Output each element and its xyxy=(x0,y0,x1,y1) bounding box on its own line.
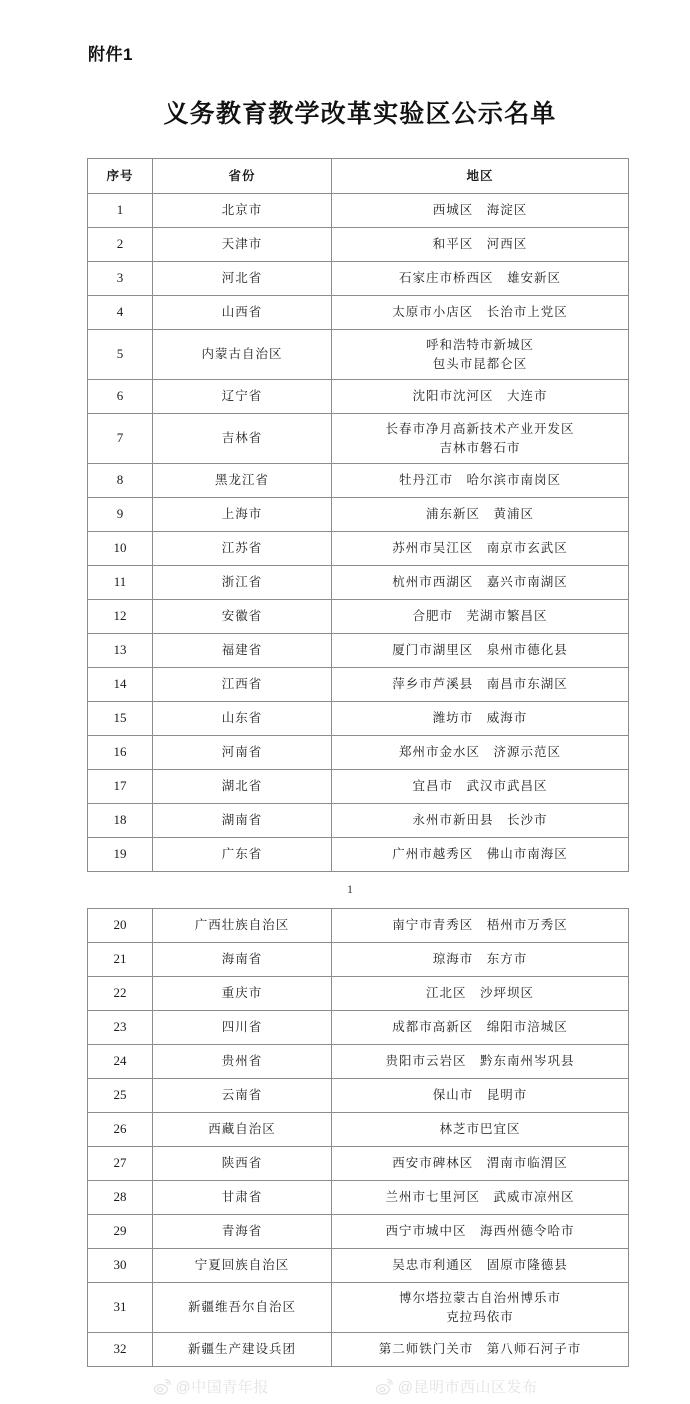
table-row xyxy=(88,1079,629,1113)
table-row xyxy=(88,1147,629,1181)
table-body-upper xyxy=(88,194,629,872)
table-row xyxy=(88,194,629,228)
table-row xyxy=(88,770,629,804)
region-line: 兰州市七里河区 武威市凉州区 xyxy=(385,1190,575,1205)
cell-province: 广东省 xyxy=(153,838,332,872)
cell-region xyxy=(332,770,629,804)
cell-index: 17 xyxy=(88,770,153,804)
cell-index: 24 xyxy=(88,1045,153,1079)
cell-index: 13 xyxy=(88,634,153,668)
watermark-left-text: @中国青年报 xyxy=(175,1378,269,1396)
cell-province: 湖北省 xyxy=(153,770,332,804)
region-line: 厦门市湖里区 泉州市德化县 xyxy=(392,643,568,658)
cell-region xyxy=(332,977,629,1011)
region-line: 广州市越秀区 佛山市南海区 xyxy=(392,847,568,862)
cell-region xyxy=(332,1283,629,1333)
cell-province: 湖南省 xyxy=(153,804,332,838)
region-line: 吉林市磐石市 xyxy=(439,440,521,455)
region-line: 和平区 河西区 xyxy=(432,237,528,252)
cell-index: 19 xyxy=(88,838,153,872)
cell-region xyxy=(332,228,629,262)
cell-region xyxy=(332,1079,629,1113)
column-header-region: 地区 xyxy=(332,159,629,194)
cell-province: 浙江省 xyxy=(153,566,332,600)
region-line: 保山市 昆明市 xyxy=(432,1088,528,1103)
cell-province: 贵州省 xyxy=(153,1045,332,1079)
attachment-label: 附件1 xyxy=(88,45,133,64)
cell-index: 12 xyxy=(88,600,153,634)
region-line: 永州市新田县 长沙市 xyxy=(412,813,548,828)
list-table-block-lower xyxy=(87,908,628,1367)
cell-region xyxy=(332,634,629,668)
cell-province: 天津市 xyxy=(153,228,332,262)
column-header-no: 序号 xyxy=(88,159,153,194)
cell-region xyxy=(332,414,629,464)
cell-index: 5 xyxy=(88,330,153,380)
cell-index: 30 xyxy=(88,1249,153,1283)
table-row xyxy=(88,380,629,414)
region-line: 南宁市青秀区 梧州市万秀区 xyxy=(392,918,568,933)
table-row xyxy=(88,634,629,668)
region-line: 林芝市巴宜区 xyxy=(439,1122,521,1137)
cell-index: 9 xyxy=(88,498,153,532)
cell-region xyxy=(332,1215,629,1249)
table-row xyxy=(88,1011,629,1045)
cell-index: 2 xyxy=(88,228,153,262)
cell-region xyxy=(332,600,629,634)
table-row xyxy=(88,804,629,838)
cell-province: 福建省 xyxy=(153,634,332,668)
cell-province: 广西壮族自治区 xyxy=(153,909,332,943)
cell-province: 青海省 xyxy=(153,1215,332,1249)
table-row xyxy=(88,1333,629,1367)
cell-region xyxy=(332,296,629,330)
cell-region xyxy=(332,262,629,296)
region-line: 西安市碑林区 渭南市临渭区 xyxy=(392,1156,568,1171)
cell-province: 内蒙古自治区 xyxy=(153,330,332,380)
cell-province: 北京市 xyxy=(153,194,332,228)
region-line: 克拉玛依市 xyxy=(446,1309,514,1324)
column-header-province: 省份 xyxy=(153,159,332,194)
cell-region xyxy=(332,909,629,943)
cell-region xyxy=(332,194,629,228)
cell-province: 海南省 xyxy=(153,943,332,977)
region-line: 杭州市西湖区 嘉兴市南湖区 xyxy=(392,575,568,590)
region-line: 江北区 沙坪坝区 xyxy=(425,986,534,1001)
cell-index: 1 xyxy=(88,194,153,228)
cell-province: 江苏省 xyxy=(153,532,332,566)
cell-region xyxy=(332,1181,629,1215)
table-row xyxy=(88,464,629,498)
cell-province: 云南省 xyxy=(153,1079,332,1113)
region-line: 牡丹江市 哈尔滨市南岗区 xyxy=(398,473,561,488)
table-row xyxy=(88,1283,629,1333)
weibo-icon xyxy=(153,1377,172,1396)
cell-index: 21 xyxy=(88,943,153,977)
cell-province: 山西省 xyxy=(153,296,332,330)
cell-index: 14 xyxy=(88,668,153,702)
weibo-icon xyxy=(375,1377,394,1396)
table-row xyxy=(88,1045,629,1079)
cell-region xyxy=(332,1011,629,1045)
region-line: 西城区 海淀区 xyxy=(432,203,528,218)
table-row xyxy=(88,1215,629,1249)
cell-index: 29 xyxy=(88,1215,153,1249)
cell-index: 28 xyxy=(88,1181,153,1215)
region-line: 琼海市 东方市 xyxy=(432,952,528,967)
table-row xyxy=(88,600,629,634)
table-row xyxy=(88,532,629,566)
table-header-row xyxy=(88,159,629,194)
cell-province: 甘肃省 xyxy=(153,1181,332,1215)
watermark-row xyxy=(0,1371,690,1401)
cell-index: 27 xyxy=(88,1147,153,1181)
page-number: 1 xyxy=(347,882,353,896)
cell-province: 河北省 xyxy=(153,262,332,296)
cell-province: 宁夏回族自治区 xyxy=(153,1249,332,1283)
region-line: 潍坊市 威海市 xyxy=(432,711,528,726)
page-title: 义务教育教学改革实验区公示名单 xyxy=(163,100,557,128)
experimental-zone-table-upper xyxy=(87,158,629,872)
table-row xyxy=(88,943,629,977)
table-body-lower xyxy=(88,909,629,1367)
table-header xyxy=(88,159,629,194)
cell-region xyxy=(332,1045,629,1079)
experimental-zone-table-lower xyxy=(87,908,629,1367)
region-line: 石家庄市桥西区 雄安新区 xyxy=(398,271,561,286)
region-line: 西宁市城中区 海西州德令哈市 xyxy=(385,1224,575,1239)
cell-province: 陕西省 xyxy=(153,1147,332,1181)
table-row xyxy=(88,1113,629,1147)
cell-index: 10 xyxy=(88,532,153,566)
cell-index: 4 xyxy=(88,296,153,330)
cell-region xyxy=(332,943,629,977)
cell-index: 26 xyxy=(88,1113,153,1147)
region-line: 宜昌市 武汉市武昌区 xyxy=(412,779,548,794)
cell-province: 辽宁省 xyxy=(153,380,332,414)
table-row xyxy=(88,228,629,262)
cell-region xyxy=(332,668,629,702)
region-line: 成都市高新区 绵阳市涪城区 xyxy=(392,1020,568,1035)
region-line: 太原市小店区 长治市上党区 xyxy=(392,305,568,320)
list-table-block-upper xyxy=(87,158,628,872)
region-line: 包头市昆都仑区 xyxy=(432,356,528,371)
watermark-right-text: @昆明市西山区发布 xyxy=(397,1378,538,1396)
cell-index: 11 xyxy=(88,566,153,600)
table-row xyxy=(88,330,629,380)
cell-province: 新疆维吾尔自治区 xyxy=(153,1283,332,1333)
cell-region xyxy=(332,1333,629,1367)
cell-region xyxy=(332,498,629,532)
region-line: 萍乡市芦溪县 南昌市东湖区 xyxy=(392,677,568,692)
cell-index: 6 xyxy=(88,380,153,414)
cell-index: 15 xyxy=(88,702,153,736)
cell-province: 江西省 xyxy=(153,668,332,702)
table-row xyxy=(88,414,629,464)
region-line: 第二师铁门关市 第八师石河子市 xyxy=(378,1342,582,1357)
table-row xyxy=(88,838,629,872)
cell-index: 32 xyxy=(88,1333,153,1367)
table-row xyxy=(88,498,629,532)
cell-index: 23 xyxy=(88,1011,153,1045)
cell-province: 安徽省 xyxy=(153,600,332,634)
cell-province: 上海市 xyxy=(153,498,332,532)
region-line: 长春市净月高新技术产业开发区 xyxy=(385,422,575,437)
table-row xyxy=(88,296,629,330)
cell-province: 重庆市 xyxy=(153,977,332,1011)
cell-index: 18 xyxy=(88,804,153,838)
cell-region xyxy=(332,532,629,566)
region-line: 浦东新区 黄浦区 xyxy=(425,507,534,522)
region-line: 博尔塔拉蒙古自治州博乐市 xyxy=(398,1291,561,1306)
cell-province: 西藏自治区 xyxy=(153,1113,332,1147)
region-line: 贵阳市云岩区 黔东南州岑巩县 xyxy=(385,1054,575,1069)
table-row xyxy=(88,909,629,943)
cell-index: 16 xyxy=(88,736,153,770)
cell-index: 31 xyxy=(88,1283,153,1333)
table-row xyxy=(88,702,629,736)
cell-province: 吉林省 xyxy=(153,414,332,464)
table-row xyxy=(88,1249,629,1283)
table-row xyxy=(88,736,629,770)
cell-region xyxy=(332,736,629,770)
table-row xyxy=(88,1181,629,1215)
table-row xyxy=(88,668,629,702)
cell-region xyxy=(332,838,629,872)
cell-province: 四川省 xyxy=(153,1011,332,1045)
cell-region xyxy=(332,464,629,498)
cell-index: 20 xyxy=(88,909,153,943)
cell-region xyxy=(332,1147,629,1181)
cell-region xyxy=(332,330,629,380)
region-line: 沈阳市沈河区 大连市 xyxy=(412,389,548,404)
cell-region xyxy=(332,566,629,600)
cell-region xyxy=(332,1113,629,1147)
cell-province: 河南省 xyxy=(153,736,332,770)
cell-region xyxy=(332,1249,629,1283)
cell-province: 山东省 xyxy=(153,702,332,736)
cell-region xyxy=(332,804,629,838)
cell-region xyxy=(332,702,629,736)
region-line: 苏州市吴江区 南京市玄武区 xyxy=(392,541,568,556)
cell-index: 25 xyxy=(88,1079,153,1113)
cell-region xyxy=(332,380,629,414)
cell-province: 黑龙江省 xyxy=(153,464,332,498)
cell-index: 22 xyxy=(88,977,153,1011)
region-line: 合肥市 芜湖市繁昌区 xyxy=(412,609,548,624)
region-line: 郑州市金水区 济源示范区 xyxy=(398,745,561,760)
cell-index: 7 xyxy=(88,414,153,464)
cell-index: 8 xyxy=(88,464,153,498)
table-row xyxy=(88,262,629,296)
watermark-left xyxy=(153,1376,269,1397)
watermark-right xyxy=(375,1376,538,1397)
cell-province: 新疆生产建设兵团 xyxy=(153,1333,332,1367)
region-line: 呼和浩特市新城区 xyxy=(425,338,534,353)
cell-index: 3 xyxy=(88,262,153,296)
region-line: 吴忠市利通区 固原市隆德县 xyxy=(392,1258,568,1273)
table-row xyxy=(88,566,629,600)
table-row xyxy=(88,977,629,1011)
